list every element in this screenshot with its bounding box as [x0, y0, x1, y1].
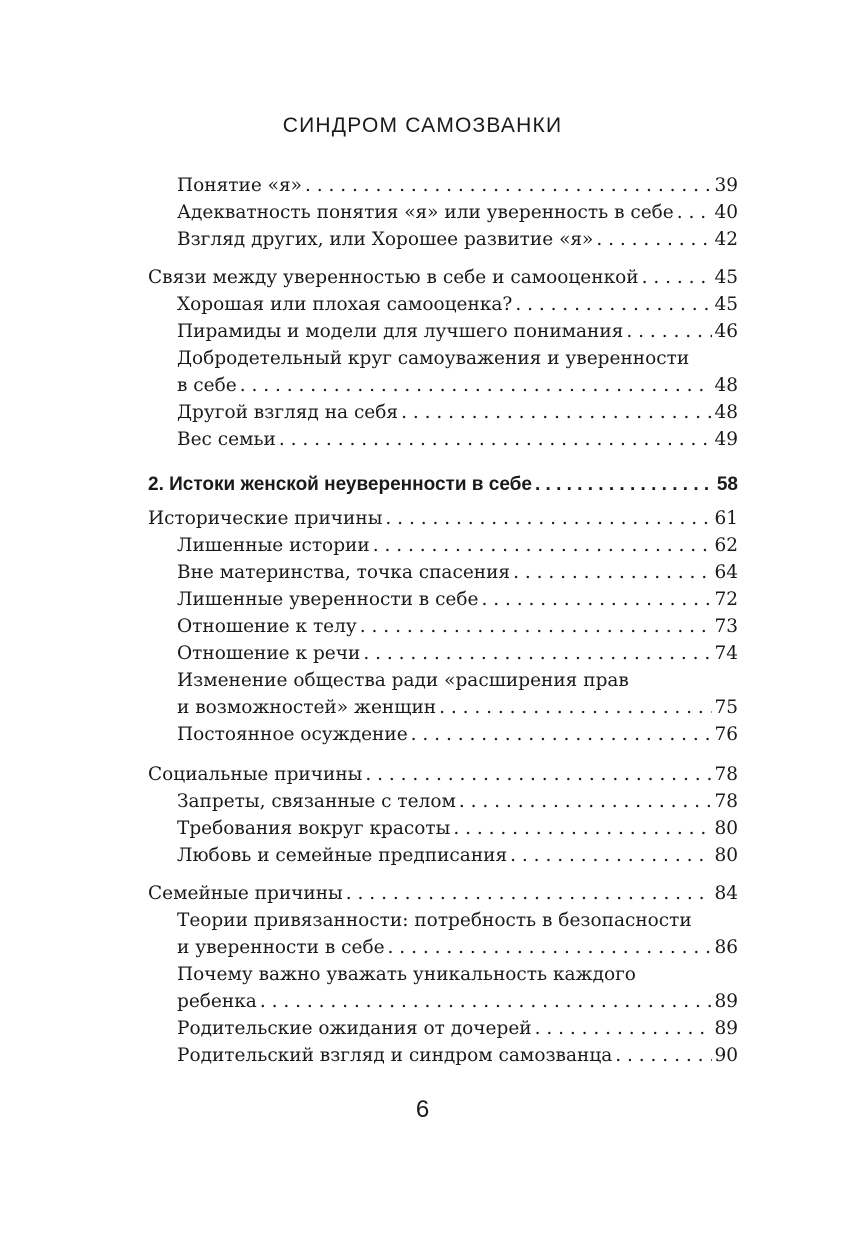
toc-entry — [177, 695, 738, 721]
toc-section — [148, 265, 738, 291]
dot-leader — [456, 789, 712, 815]
dot-leader — [612, 1043, 712, 1069]
toc-entry-page: 74 — [714, 643, 738, 664]
dot-leader — [532, 472, 712, 498]
toc-chapter-title: 2. Истоки женской неуверенности в себе — [148, 474, 532, 495]
toc-entry — [177, 533, 738, 559]
toc-entry — [177, 816, 738, 842]
toc-entry-title: Любовь и семейные предписания — [177, 845, 508, 866]
toc-entry — [177, 989, 738, 1015]
toc-chapter-page: 58 — [716, 474, 738, 495]
page-number: 6 — [415, 1096, 430, 1123]
dot-leader — [385, 935, 712, 961]
toc-entry-title: Вес семьи — [177, 429, 276, 450]
toc-entry-page: 42 — [714, 229, 738, 250]
toc-entry-page: 46 — [714, 321, 738, 342]
dot-leader — [357, 614, 712, 640]
toc-entry-title: Пирамиды и модели для лучшего понимания — [177, 321, 624, 342]
toc-entry — [177, 319, 738, 345]
toc-entry-page: 64 — [714, 562, 738, 583]
dot-leader — [408, 722, 712, 748]
dot-leader — [370, 533, 712, 559]
dot-leader — [343, 881, 712, 907]
toc-entry-page: 48 — [714, 402, 738, 423]
toc-section — [148, 881, 738, 907]
toc-entry-title: Требования вокруг красоты — [177, 818, 451, 839]
toc-entry — [177, 292, 738, 318]
dot-leader — [436, 695, 712, 721]
toc-entry-title: и возможностей» женщин — [177, 697, 437, 718]
dot-leader — [532, 1016, 712, 1042]
toc-entry-title: Добродетельный круг самоуважения и уверенности — [177, 348, 690, 369]
toc-entry-page: 48 — [714, 375, 738, 396]
toc-entry-page: 72 — [714, 589, 738, 610]
toc-section — [148, 762, 738, 788]
dot-leader — [257, 989, 712, 1015]
dot-leader — [674, 200, 712, 226]
toc-entry-page: 62 — [714, 535, 738, 556]
toc-section — [148, 506, 738, 532]
dot-leader — [276, 427, 712, 453]
toc-entry — [177, 641, 738, 667]
toc-entry-title: Почему важно уважать уникальность каждого — [177, 964, 636, 985]
dot-leader — [510, 560, 712, 586]
running-header: СИНДРОМ САМОЗВАНКИ — [282, 114, 563, 137]
toc-entry-title: в себе — [177, 375, 237, 396]
toc-entry-page: 86 — [714, 937, 738, 958]
toc-entry-title: Отношение к речи — [177, 643, 361, 664]
toc-entry — [177, 843, 738, 869]
dot-leader — [478, 587, 712, 613]
toc-entry — [177, 227, 738, 253]
dot-leader — [237, 373, 712, 399]
toc-section-title: Социальные причины — [148, 764, 363, 785]
toc-entry — [177, 560, 738, 586]
toc-entry-title: и уверенности в себе — [177, 937, 385, 958]
toc-entry — [177, 1016, 738, 1042]
toc-entry-page: 90 — [714, 1045, 738, 1066]
toc-section-page: 84 — [714, 883, 738, 904]
toc-entry-title: Хорошая или плохая самооценка? — [177, 294, 513, 315]
toc-entry-title: Лишенные истории — [177, 535, 370, 556]
dot-leader — [623, 319, 712, 345]
toc-entry-page: 89 — [714, 1018, 738, 1039]
toc-entry-page: 40 — [714, 202, 738, 223]
toc-entry-title: Родительские ожидания от дочерей — [177, 1018, 532, 1039]
toc-entry — [177, 935, 738, 961]
toc-entry-page: 45 — [714, 294, 738, 315]
toc-entry-title: Запреты, связанные с телом — [177, 791, 456, 812]
toc-entry-page: 49 — [714, 429, 738, 450]
toc-entry-title: Адекватность понятия «я» или уверенность в себе — [177, 202, 674, 223]
toc-entry-title: ребенка — [177, 991, 257, 1012]
toc-entry — [177, 587, 738, 613]
toc-entry-title: Вне материнства, точка спасения — [177, 562, 511, 583]
dot-leader — [360, 641, 712, 667]
toc-entry-title: Изменение общества ради «расширения прав — [177, 670, 629, 691]
toc-section-page: 78 — [714, 764, 738, 785]
toc-entry-first-line — [177, 962, 738, 988]
toc-entry — [177, 1043, 738, 1069]
dot-leader — [507, 843, 712, 869]
toc-entry — [177, 200, 738, 226]
toc-entry-page: 73 — [714, 616, 738, 637]
toc-entry-title: Родительский взгляд и синдром самозванца — [177, 1045, 613, 1066]
toc-entry-title: Постоянное осуждение — [177, 724, 408, 745]
toc-entry — [177, 722, 738, 748]
toc-entry-first-line — [177, 346, 738, 372]
toc-entry — [177, 400, 738, 426]
toc-section-title: Исторические причины — [148, 508, 383, 529]
toc-entry — [177, 173, 738, 199]
toc-entry-title: Лишенные уверенности в себе — [177, 589, 479, 610]
dot-leader — [398, 400, 712, 426]
dot-leader — [302, 173, 712, 199]
toc-entry-page: 76 — [714, 724, 738, 745]
toc-entry-page: 80 — [714, 845, 738, 866]
dot-leader — [639, 265, 712, 291]
toc-chapter — [148, 472, 738, 498]
toc-entry-page: 39 — [714, 175, 738, 196]
toc-section-title: Семейные причины — [148, 883, 343, 904]
toc-entry — [177, 789, 738, 815]
toc-entry-title: Взгляд других, или Хорошее развитие «я» — [177, 229, 594, 250]
toc-entry-page: 80 — [714, 818, 738, 839]
toc-entry-title: Понятие «я» — [177, 175, 302, 196]
toc-entry-first-line — [177, 668, 738, 694]
toc-entry — [177, 614, 738, 640]
toc-entry-title: Отношение к телу — [177, 616, 357, 637]
toc-entry-page: 75 — [714, 697, 738, 718]
toc-section-page: 45 — [714, 267, 738, 288]
toc-section-title: Связи между уверенностью в себе и самооценкой — [148, 267, 639, 288]
toc-entry — [177, 427, 738, 453]
toc-entry-first-line — [177, 908, 738, 934]
dot-leader — [382, 506, 712, 532]
toc-entry-title: Теории привязанности: потребность в безопасности — [177, 910, 692, 931]
toc-entry-title: Другой взгляд на себя — [177, 402, 399, 423]
dot-leader — [362, 762, 712, 788]
dot-leader — [512, 292, 712, 318]
toc-entry-page: 78 — [714, 791, 738, 812]
toc-entry-page: 89 — [714, 991, 738, 1012]
dot-leader — [593, 227, 712, 253]
dot-leader — [450, 816, 712, 842]
toc-entry — [177, 373, 738, 399]
toc-section-page: 61 — [714, 508, 738, 529]
